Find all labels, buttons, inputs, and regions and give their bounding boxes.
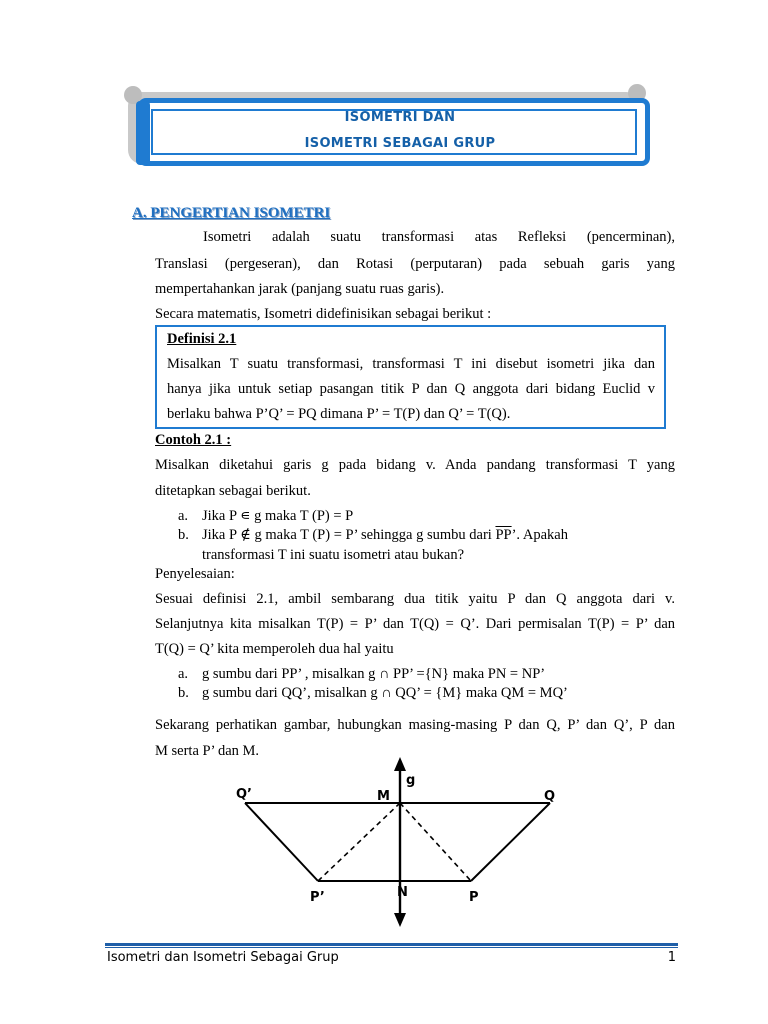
definition-title: Definisi 2.1: [167, 331, 237, 347]
example-line-1: Misalkan diketahui garis g pada bidang v. Anda pandang transformasi T yang: [155, 457, 675, 473]
solution-line-3: T(Q) = Q’ kita memperoleh dua hal yaitu: [155, 641, 394, 657]
isometry-figure: [228, 755, 568, 930]
footer-rule-thick: [105, 943, 678, 946]
footer-title: Isometri dan Isometri Sebagai Grup: [107, 950, 339, 965]
intro-line-3: mempertahankan jarak (panjang suatu ruas garis).: [155, 281, 445, 297]
solution-paragraph-line-1: Sekarang perhatikan gambar, hubungkan masing-masing P dan Q, P’ dan Q’, P dan: [155, 717, 675, 733]
label-p: P: [469, 890, 479, 905]
example-title: Contoh 2.1 :: [155, 432, 232, 448]
label-p-prime: P’: [310, 890, 325, 905]
line-q-prime-p-prime: [245, 803, 318, 881]
axis-g-down-arrow: [394, 913, 406, 927]
label-n: N: [397, 885, 408, 900]
solution-line-2: Selanjutnya kita misalkan T(P) = P’ dan T(Q) = Q’. Dari permisalan T(P) = P’ dan: [155, 616, 675, 632]
label-q: Q: [544, 789, 556, 804]
definition-line-1: Misalkan T suatu transformasi, transformasi T ini disebut isometri jika dan: [167, 356, 655, 372]
solution-item-a: g sumbu dari PP’ , misalkan g ∩ PP’ ={N} maka PN = NP’: [202, 666, 546, 682]
title-line-1: ISOMETRI DAN: [344, 110, 456, 125]
dashed-m-p: [400, 803, 471, 881]
example-item-b-pre: Jika P ∉ g maka T (P) = P’ sehingga g sumbu dari: [202, 527, 496, 543]
dashed-m-p-prime: [318, 803, 400, 881]
intro-line-2: Translasi (pergeseran), dan Rotasi (perputaran) pada sebuah garis yang: [155, 256, 675, 272]
intro-line-1: Isometri adalah suatu transformasi atas Refleksi (pencerminan),: [203, 229, 675, 245]
example-item-b-marker: b.: [178, 527, 189, 543]
title-line-2: ISOMETRI SEBAGAI GRUP: [304, 136, 496, 151]
solution-item-b: g sumbu dari QQ’, misalkan g ∩ QQ’ = {M} maka QM = MQ’: [202, 685, 568, 701]
label-m: M: [377, 789, 390, 804]
example-item-a: Jika P ∊ g maka T (P) = P: [202, 508, 354, 524]
solution-line-1: Sesuai definisi 2.1, ambil sembarang dua titik yaitu P dan Q anggota dari v.: [155, 591, 675, 607]
example-item-b: [202, 527, 568, 544]
definition-line-2: hanya jika untuk setiap pasangan titik P dan Q anggota dari bidang Euclid v: [167, 381, 655, 397]
segment-pp: $\overline{PP}$: [495, 527, 512, 543]
page-number: 1: [667, 950, 676, 965]
definition-line-3: berlaku bahwa P’Q’ = PQ dimana P’ = T(P) dan Q’ = T(Q).: [167, 406, 511, 422]
label-g: g: [406, 773, 416, 788]
example-line-2: ditetapkan sebagai berikut.: [155, 483, 311, 499]
title-banner-scroll-bar: [136, 101, 150, 165]
axis-g-up-arrow: [394, 757, 406, 771]
footer-rule-thin: [105, 947, 678, 948]
solution-item-a-marker: a.: [178, 666, 189, 682]
example-item-a-marker: a.: [178, 508, 189, 524]
solution-title: Penyelesaian:: [155, 566, 235, 582]
solution-item-b-marker: b.: [178, 685, 189, 701]
intro-line-4: Secara matematis, Isometri didefinisikan sebagai berikut :: [155, 306, 492, 322]
example-item-b-post: ’. Apakah: [511, 527, 568, 543]
example-item-b-line-2: transformasi T ini suatu isometri atau bukan?: [202, 547, 465, 563]
line-p-q: [471, 803, 550, 881]
section-heading: A. PENGERTIAN ISOMETRI: [132, 205, 331, 221]
title-banner: [138, 98, 650, 166]
solution-paragraph-line-2: M serta P’ dan M.: [155, 743, 260, 759]
label-q-prime: Q’: [236, 787, 252, 802]
